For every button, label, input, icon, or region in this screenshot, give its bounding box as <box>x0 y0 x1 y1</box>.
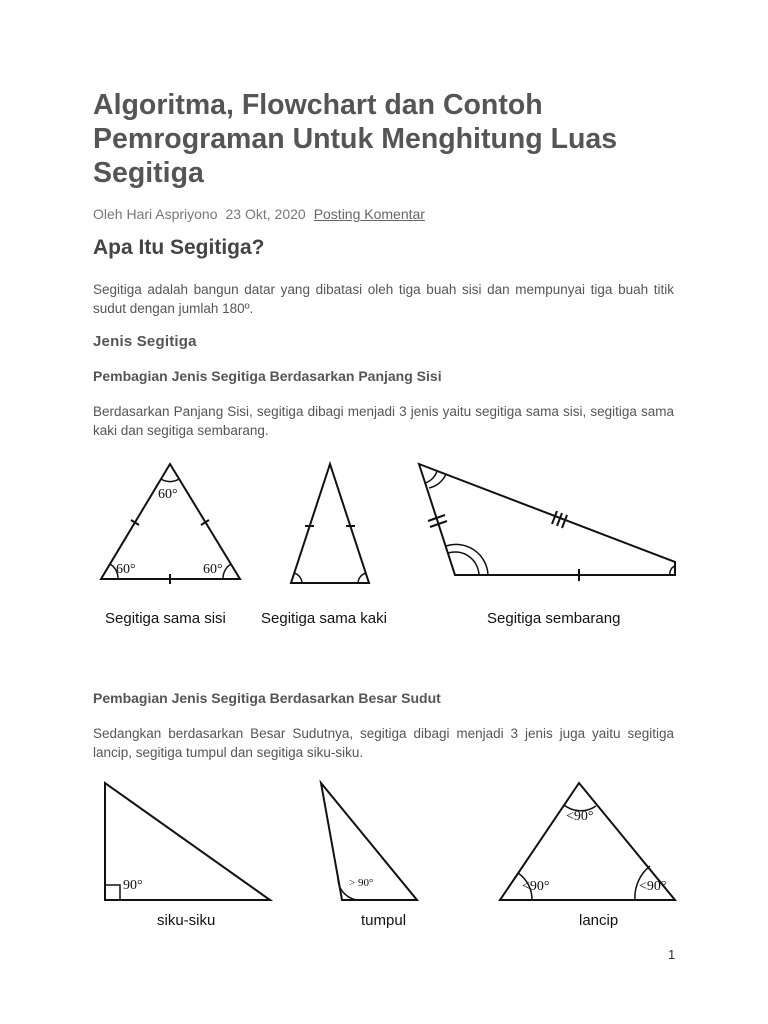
triangle-lancip <box>500 783 675 900</box>
page-number: 1 <box>668 947 676 962</box>
subheading-jenis: Jenis Segitiga <box>93 333 197 350</box>
caption-sembarang: Segitiga sembarang <box>487 610 621 627</box>
intro-paragraph: Segitiga adalah bangun datar yang dibatasi oleh tiga buah sisi dan mempunyai tiga buah titik sudut dengan jumlah 180º. <box>93 282 674 316</box>
post-date: 23 Okt, 2020 <box>225 206 306 222</box>
comment-link[interactable]: Posting Komentar <box>313 206 425 222</box>
triangle-sama-sisi <box>101 464 240 584</box>
triangle-sembarang <box>419 464 675 581</box>
caption-sama-sisi: Segitiga sama sisi <box>105 610 226 627</box>
acute-top-label: <90° <box>566 809 594 824</box>
section-heading: Apa Itu Segitiga? <box>93 236 265 259</box>
angle-top-label: 60° <box>158 487 178 502</box>
author: Oleh Hari Aspriyono <box>93 206 218 222</box>
obtuse-angle-label: > 90° <box>349 877 374 889</box>
caption-tumpul: tumpul <box>361 912 407 929</box>
paragraph-sisi: Berdasarkan Panjang Sisi, segitiga dibagi menjadi 3 jenis yaitu segitiga sama sisi, segitiga sama kaki dan segitiga sembarang. <box>93 404 674 438</box>
acute-left-label: <90° <box>522 879 550 894</box>
page-title: Algoritma, Flowchart dan Contoh Pemrograman Untuk Menghitung Luas Segitiga <box>93 89 618 189</box>
heading-sudut: Pembagian Jenis Segitiga Berdasarkan Besar Sudut <box>93 690 441 706</box>
triangle-sama-kaki <box>291 464 369 583</box>
triangle-siku-siku <box>105 783 270 900</box>
heading-sisi: Pembagian Jenis Segitiga Berdasarkan Panjang Sisi <box>93 368 442 384</box>
paragraph-sudut: Sedangkan berdasarkan Besar Sudutnya, segitiga dibagi menjadi 3 jenis juga yaitu segitiga lancip, segitiga tumpul dan segitiga siku-siku. <box>93 726 674 760</box>
caption-sama-kaki: Segitiga sama kaki <box>261 610 387 627</box>
caption-lancip: lancip <box>579 912 619 929</box>
acute-right-label: <90° <box>639 879 667 894</box>
triangle-tumpul <box>321 783 417 900</box>
post-meta <box>93 206 425 222</box>
caption-siku-siku: siku-siku <box>157 912 216 929</box>
right-angle-label: 90° <box>123 878 143 893</box>
angle-right-label: 60° <box>203 562 223 577</box>
angle-left-label: 60° <box>116 562 136 577</box>
